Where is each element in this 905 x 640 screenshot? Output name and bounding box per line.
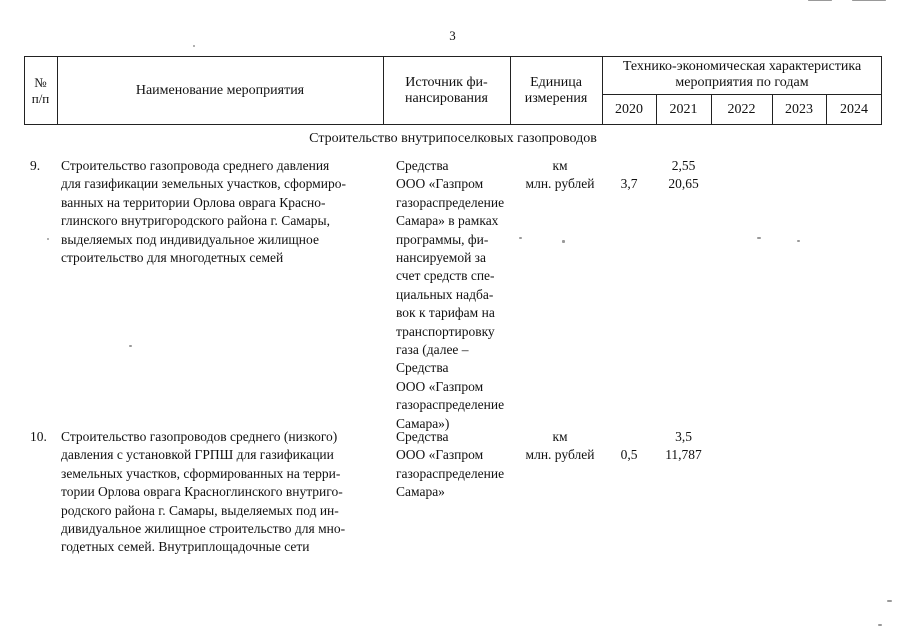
unit-km: км <box>552 158 568 173</box>
row-name-line: дивидуальное жилищное строительство для мно- <box>61 521 346 537</box>
row-source-line: ООО «Газпром <box>396 378 484 394</box>
header-year-2022: 2022 <box>727 101 756 117</box>
row-name <box>61 428 345 557</box>
row-name-line: для газификации земельных участков, сформиро- <box>61 176 346 192</box>
row-name-line: строительство для многодетных семей <box>61 250 284 266</box>
row-source-line: Средства <box>396 158 449 173</box>
row-name-line: глинского внутригородского района г. Самары, <box>61 213 330 229</box>
header-num: № п/п <box>31 74 50 106</box>
row-name-line: ванных на территории Орлова оврага Красно- <box>61 194 326 210</box>
row-name-line: родского района г. Самары, выделяемых под ин- <box>61 502 339 518</box>
val-rub: 3,7 <box>620 176 638 192</box>
section-title: Строительство внутрипоселковых газопроводов <box>309 131 597 146</box>
header-source: Источник фи- нансирования <box>405 74 488 106</box>
row-name <box>61 157 346 267</box>
row-source-line: Самара» в рамках <box>396 213 499 229</box>
scan-artifact <box>757 237 761 239</box>
row-val-2021 <box>656 428 711 465</box>
header-year-2024: 2024 <box>840 101 868 117</box>
scan-artifact <box>878 624 882 626</box>
row-name-line: давления с установкой ГРПШ для газификации <box>61 447 334 463</box>
row-source-line: Самара») <box>396 415 450 431</box>
header-name: Наименование мероприятия <box>135 82 305 98</box>
unit-km: км <box>552 429 568 444</box>
row-name-line: Строительство газопровода среднего давления <box>61 158 330 173</box>
row-source <box>396 428 504 502</box>
row-source-line: газораспределение <box>396 397 505 413</box>
scan-artifact <box>797 240 800 242</box>
row-name-line: годетных семей. Внутриплощадочные сети <box>61 539 310 555</box>
val-rub: 20,65 <box>668 176 699 192</box>
row-source-line: Средства <box>396 360 449 376</box>
val-km <box>602 157 656 175</box>
header-year-2023: 2023 <box>785 101 813 117</box>
row-source-line: газораспределение <box>396 194 505 210</box>
row-source-line: циальных надба- <box>396 286 494 302</box>
row-units <box>510 428 610 465</box>
row-source-line: счет средств спе- <box>396 268 495 284</box>
row-units <box>510 157 610 194</box>
row-source-line: ООО «Газпром <box>396 447 484 463</box>
scan-artifact <box>852 0 886 1</box>
row-val-2021 <box>656 157 711 194</box>
scan-artifact <box>887 600 892 602</box>
row-name-line: тории Орлова оврага Красноглинского внутриго- <box>61 484 343 500</box>
header-year-2020: 2020 <box>615 101 643 117</box>
row-source-line: программы, фи- <box>396 231 489 247</box>
row-source-line: транспортировку <box>396 323 495 339</box>
header-year-2021: 2021 <box>669 101 698 117</box>
val-rub: 11,787 <box>665 447 702 463</box>
val-km <box>602 428 656 446</box>
header-unit: Единица измерения <box>524 74 588 106</box>
scan-artifact <box>193 45 195 47</box>
row-source-line: газа (далее – <box>396 342 469 358</box>
unit-rub: млн. рублей <box>525 176 595 192</box>
row-number: 9. <box>30 158 41 173</box>
scan-artifact <box>519 237 522 239</box>
row-source-line: газораспределение <box>396 465 505 481</box>
row-source-line: Самара» <box>396 484 445 500</box>
scan-artifact <box>808 0 832 1</box>
row-source-line: ООО «Газпром <box>396 176 484 192</box>
header-group: Технико-экономическая характеристика мероприятия по годам <box>622 59 862 90</box>
row-name-line: земельных участков, сформированных на терри- <box>61 465 341 481</box>
val-km: 2,55 <box>671 158 696 173</box>
row-source-line: вок к тарифам на <box>396 305 495 321</box>
row-source <box>396 157 504 433</box>
row-val-2020 <box>602 428 656 465</box>
val-rub: 0,5 <box>620 447 638 463</box>
scan-artifact <box>562 240 565 243</box>
row-source-line: нансируемой за <box>396 250 487 266</box>
row-name-line: выделяемых под индивидуальное жилищное <box>61 231 319 247</box>
val-km: 3,5 <box>675 429 692 444</box>
scan-artifact <box>47 238 49 240</box>
row-number: 10. <box>30 429 47 444</box>
unit-rub: млн. рублей <box>525 447 595 463</box>
row-val-2020 <box>602 157 656 194</box>
page-number: 3 <box>449 28 456 43</box>
scan-artifact <box>129 345 132 347</box>
row-source-line: Средства <box>396 429 449 444</box>
row-name-line: Строительство газопроводов среднего (низкого) <box>61 429 338 444</box>
